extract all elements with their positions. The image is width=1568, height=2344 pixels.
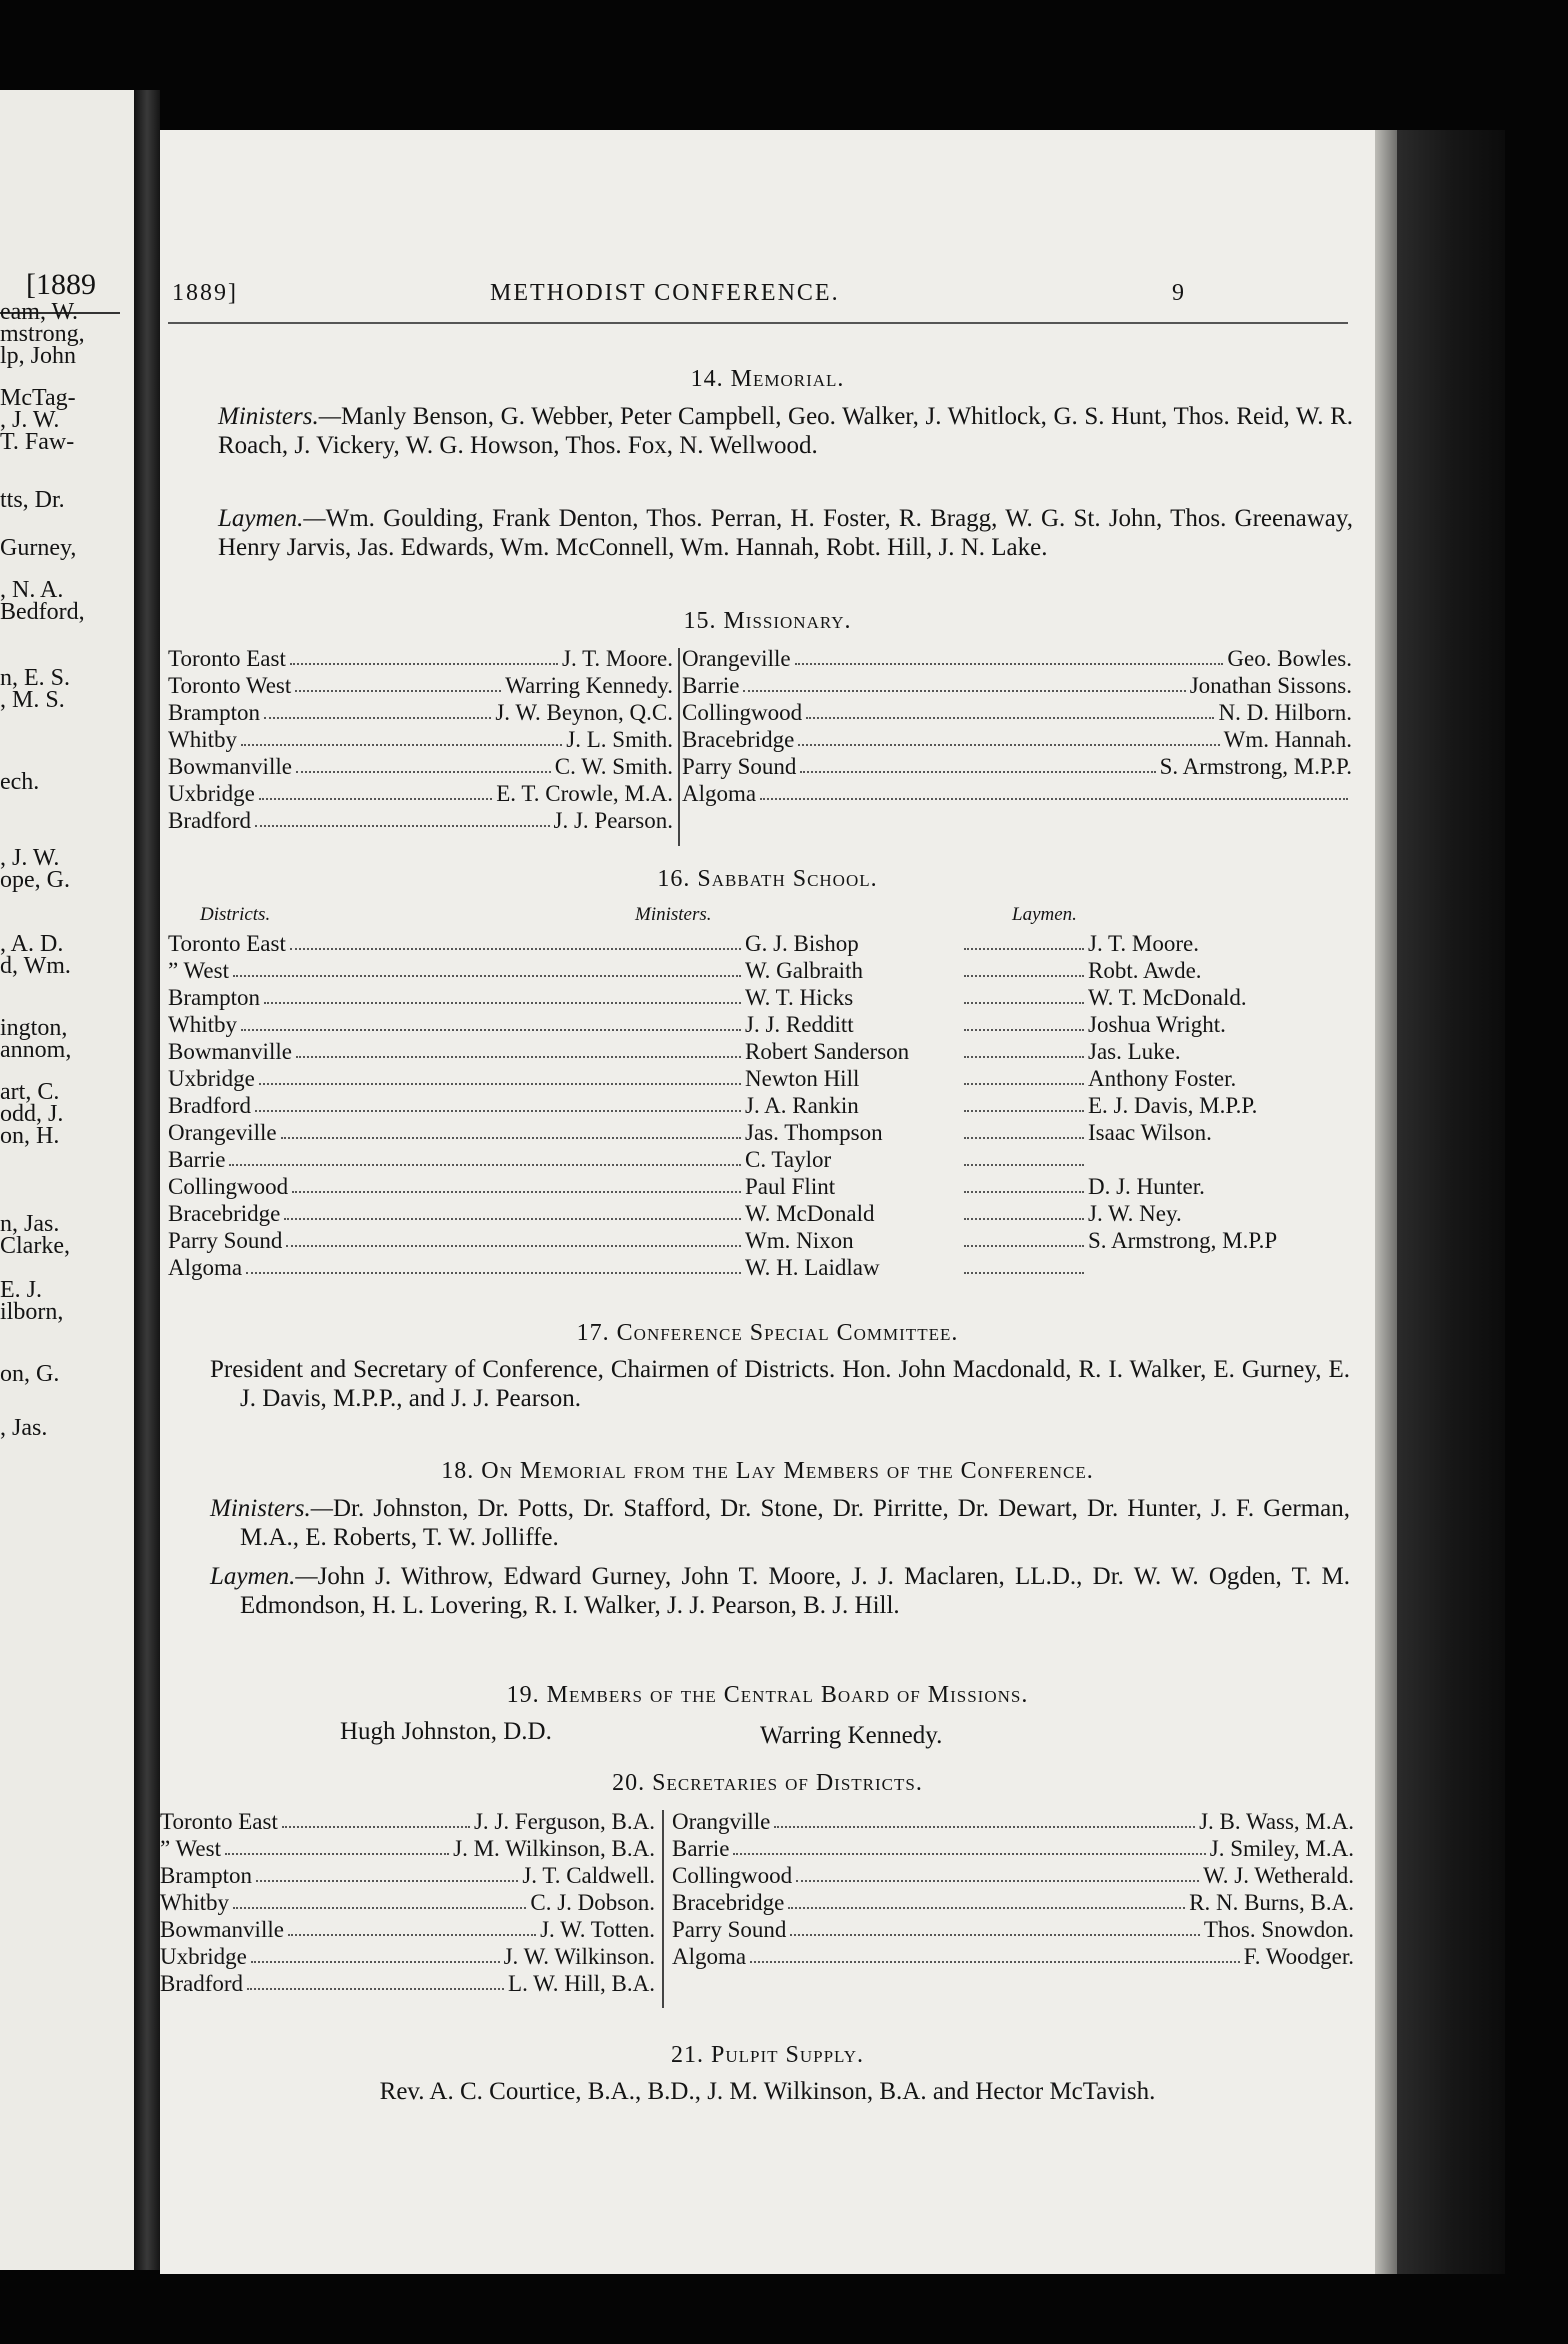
district-name: Collingwood [682, 700, 803, 725]
layman-name: Jas. Luke. [1088, 1039, 1181, 1064]
dot-leader [964, 930, 1084, 950]
column-laymen: Laymen. [1012, 904, 1077, 925]
district-name: Bradford [160, 1971, 244, 1996]
section-18-title: 18. On Memorial from the Lay Members of the Conference. [441, 1458, 1094, 1484]
district-name: Collingwood [168, 1174, 289, 1199]
layman-name: Anthony Foster. [1088, 1066, 1237, 1091]
list-row [682, 645, 1352, 672]
left-page-text-fragment: on, H. [0, 1123, 60, 1149]
list-row [168, 645, 673, 672]
book-page [160, 130, 1375, 2274]
district-name: Collingwood [672, 1863, 793, 1888]
person-name: S. Armstrong, M.P.P. [1159, 754, 1352, 779]
header-year: 1889] [172, 280, 238, 306]
left-page-text-fragment: eam, W. [0, 299, 78, 325]
left-page-text-fragment: odd, J. [0, 1101, 64, 1127]
dot-leader [251, 1943, 500, 1963]
left-page-fragment [0, 90, 134, 2270]
person-name: J. W. Totten. [540, 1917, 655, 1942]
list-row [160, 1916, 655, 1943]
dot-leader [229, 1146, 741, 1166]
dot-leader [259, 780, 492, 800]
district-name: Whitby [160, 1890, 229, 1915]
dot-leader [256, 1862, 518, 1882]
column-ministers: Ministers. [635, 904, 712, 925]
district-name: Toronto West [168, 673, 292, 698]
person-name: W. J. Wetherald. [1203, 1863, 1354, 1888]
person-name: J. M. Wilkinson, B.A. [453, 1836, 655, 1861]
dot-leader [760, 780, 1348, 800]
person-name: J. J. Ferguson, B.A. [473, 1809, 655, 1834]
district-name: Uxbridge [168, 1066, 255, 1091]
dot-leader [241, 726, 562, 746]
header-rule [168, 322, 1348, 324]
list-row [160, 1862, 655, 1889]
dot-leader [798, 726, 1219, 746]
left-page-text-fragment: ope, G. [0, 867, 70, 893]
section-15-right-list [682, 645, 1355, 807]
dot-leader [264, 984, 741, 1004]
layman-name [1088, 1146, 1358, 1173]
list-row [682, 753, 1352, 780]
left-page-text-fragment: tts, Dr. [0, 487, 65, 513]
district-name: Algoma [168, 1255, 243, 1280]
list-row [168, 807, 673, 834]
minister-name: W. H. Laidlaw [745, 1255, 880, 1280]
dot-leader [743, 672, 1185, 692]
district-name: Algoma [682, 781, 757, 806]
left-page-text-fragment: , J. W. [0, 845, 60, 871]
left-page-text-fragment: , N. A. [0, 577, 64, 603]
section-21-text: Rev. A. C. Courtice, B.A., B.D., J. M. Wilkinson, B.A. and Hector McTavish. [379, 2078, 1156, 2105]
dot-leader [964, 1119, 1084, 1139]
minister-name: Paul Flint [745, 1174, 836, 1199]
table-row [168, 1146, 1358, 1173]
dot-leader [964, 1146, 1084, 1166]
layman-name: Joshua Wright. [1088, 1012, 1226, 1037]
person-name: C. W. Smith. [554, 754, 673, 779]
dot-leader [964, 1038, 1084, 1058]
left-page-text-fragment: d, Wm. [0, 953, 71, 979]
dot-leader [290, 645, 558, 665]
left-page-text-fragment: , A. D. [0, 931, 64, 957]
dot-leader [282, 1808, 470, 1828]
list-row [682, 780, 1352, 807]
district-name: Parry Sound [672, 1917, 787, 1942]
page-edge [1375, 130, 1397, 2274]
district-name: Bowmanville [160, 1917, 284, 1942]
dot-leader [788, 1889, 1185, 1909]
person-name: J. T. Caldwell. [522, 1863, 655, 1888]
section-20-divider [662, 1810, 664, 2008]
district-name: Brampton [168, 700, 260, 725]
dot-leader [750, 1943, 1240, 1963]
left-page-text-fragment: on, G. [0, 1361, 60, 1387]
dot-leader [964, 984, 1084, 1004]
section-15-left-list [168, 645, 673, 834]
dot-leader [284, 1200, 741, 1220]
district-name: Toronto East [168, 646, 286, 671]
list-row [160, 1835, 655, 1862]
left-page-text-fragment: n, Jas. [0, 1211, 60, 1237]
list-row [672, 1943, 1354, 1970]
section-14-title: 14. Memorial. [690, 366, 845, 392]
dot-leader [964, 1092, 1084, 1112]
section-15-divider [678, 648, 680, 846]
person-name: C. J. Dobson. [530, 1890, 655, 1915]
person-name: Jonathan Sissons. [1189, 673, 1352, 698]
list-row [672, 1889, 1354, 1916]
section-19-member-1: Hugh Johnston, D.D. [340, 1718, 552, 1745]
district-name: Whitby [168, 1012, 237, 1037]
minister-name: J. A. Rankin [745, 1093, 859, 1118]
minister-name: Jas. Thompson [745, 1120, 883, 1145]
district-name: Uxbridge [168, 781, 255, 806]
left-page-text-fragment: ech. [0, 769, 40, 795]
table-row [168, 1227, 1358, 1254]
section-20-title: 20. Secretaries of Districts. [612, 1770, 923, 1796]
minister-name: Wm. Nixon [745, 1228, 854, 1253]
section-17-title: 17. Conference Special Committee. [576, 1320, 959, 1346]
table-row [168, 1092, 1358, 1119]
district-name: Whitby [168, 727, 237, 752]
left-page-text-fragment: E. J. [0, 1277, 42, 1303]
list-row [168, 699, 673, 726]
district-name: Brampton [168, 985, 260, 1010]
dot-leader [290, 930, 741, 950]
list-row [672, 1835, 1354, 1862]
list-row [160, 1943, 655, 1970]
table-row [168, 1038, 1358, 1065]
running-title: METHODIST CONFERENCE. [490, 280, 840, 306]
dot-leader [286, 1227, 741, 1247]
layman-name: S. Armstrong, M.P.P [1088, 1228, 1278, 1253]
dot-leader [964, 1227, 1084, 1247]
district-name: Bracebridge [682, 727, 795, 752]
dot-leader [800, 753, 1155, 773]
layman-name: E. J. Davis, M.P.P. [1088, 1093, 1258, 1118]
table-row [168, 1011, 1358, 1038]
dot-leader [733, 1835, 1205, 1855]
dot-leader [259, 1065, 741, 1085]
district-name: Bradford [168, 1093, 252, 1118]
district-name: Algoma [672, 1944, 747, 1969]
dot-leader [225, 1835, 449, 1855]
dot-leader [292, 1173, 741, 1193]
minister-name: C. Taylor [745, 1147, 832, 1172]
table-row [168, 930, 1358, 957]
district-name: Barrie [672, 1836, 730, 1861]
left-page-text-fragment: lp, John [0, 343, 77, 369]
dot-leader [246, 1254, 741, 1274]
minister-name: G. J. Bishop [745, 931, 859, 956]
layman-name [1088, 1254, 1358, 1281]
left-page-text-fragment: art, C. [0, 1079, 60, 1105]
section-20-left-list [160, 1808, 655, 1997]
left-page-text-fragment: , M. S. [0, 687, 65, 713]
dot-leader [796, 1862, 1199, 1882]
book-block-edge [1397, 130, 1505, 2274]
list-row [168, 726, 673, 753]
minister-name: Robert Sanderson [745, 1039, 910, 1064]
table-row [168, 1200, 1358, 1227]
dot-leader [255, 807, 549, 827]
dot-leader [255, 1092, 741, 1112]
list-row [168, 780, 673, 807]
left-page-header: [1889 [26, 268, 96, 301]
person-name: Wm. Hannah. [1223, 727, 1352, 752]
person-name: J. Smiley, M.A. [1209, 1836, 1354, 1861]
layman-name: J. T. Moore. [1088, 931, 1199, 956]
dot-leader [774, 1808, 1195, 1828]
district-name: Bowmanville [168, 754, 292, 779]
left-page-text-fragment: Bedford, [0, 599, 85, 625]
table-row [168, 957, 1358, 984]
person-name: R. N. Burns, B.A. [1189, 1890, 1354, 1915]
section-16-table [168, 930, 1358, 1281]
list-row [160, 1889, 655, 1916]
section-14-laymen: Laymen.—Wm. Goulding, Frank Denton, Thos. Perran, H. Foster, R. Bragg, W. G. St. John, Thos. Greenaway, Henry Jarvis, Jas. Edwards, Wm. McConnell, Wm. Hannah, Robt. Hill, J. N. Lake. [218, 505, 1353, 561]
person-name: J. B. Wass, M.A. [1199, 1809, 1354, 1834]
person-name: E. T. Crowle, M.A. [496, 781, 673, 806]
person-name: J. W. Wilkinson. [503, 1944, 655, 1969]
left-page-text-fragment: n, E. S. [0, 665, 71, 691]
dot-leader [288, 1916, 536, 1936]
person-name: L. W. Hill, B.A. [508, 1971, 655, 1996]
district-name: ” West [160, 1836, 221, 1861]
layman-name: Robt. Awde. [1088, 958, 1202, 983]
list-row [168, 753, 673, 780]
district-name: Orangeville [168, 1120, 277, 1145]
list-row [672, 1862, 1354, 1889]
list-row [160, 1808, 655, 1835]
dot-leader [964, 1011, 1084, 1031]
dot-leader [296, 753, 551, 773]
list-row [682, 699, 1352, 726]
dot-leader [295, 672, 501, 692]
minister-name: W. McDonald [745, 1201, 875, 1226]
left-page-text-fragment: , J. W. [0, 407, 60, 433]
district-name: Uxbridge [160, 1944, 247, 1969]
dot-leader [795, 645, 1224, 665]
dot-leader [233, 957, 741, 977]
district-name: Parry Sound [682, 754, 797, 779]
left-page-text-fragment: Clarke, [0, 1233, 70, 1259]
district-name: Toronto East [168, 931, 286, 956]
person-name: Thos. Snowdon. [1203, 1917, 1354, 1942]
district-name: Brampton [160, 1863, 252, 1888]
layman-name: D. J. Hunter. [1088, 1174, 1205, 1199]
dot-leader [296, 1038, 741, 1058]
dot-leader [964, 1254, 1084, 1274]
district-name: Bowmanville [168, 1039, 292, 1064]
district-name: Bradford [168, 808, 252, 833]
section-20-right-list [672, 1808, 1357, 1970]
section-16-title: 16. Sabbath School. [657, 866, 878, 892]
district-name: Toronto East [160, 1809, 278, 1834]
section-14-ministers: Ministers.—Manly Benson, G. Webber, Peter Campbell, Geo. Walker, J. Whitlock, G. S. Hunt, Thos. Reid, W. R. Roach, J. Vickery, W. G. Howson, Thos. Fox, N. Wellwood. [218, 403, 1353, 459]
dot-leader [806, 699, 1214, 719]
book-gutter [134, 90, 160, 2270]
left-page-text-fragment: , Jas. [0, 1415, 48, 1441]
section-21-title: 21. Pulpit Supply. [670, 2042, 864, 2068]
minister-name: W. Galbraith [745, 958, 863, 983]
layman-name: Isaac Wilson. [1088, 1120, 1212, 1145]
table-row [168, 1254, 1358, 1281]
district-name: Orangeville [682, 646, 791, 671]
list-row [160, 1970, 655, 1997]
district-name: Bracebridge [672, 1890, 785, 1915]
district-name: Orangville [672, 1809, 771, 1834]
person-name: J. J. Pearson. [553, 808, 673, 833]
dot-leader [964, 1173, 1084, 1193]
person-name: J. L. Smith. [566, 727, 673, 752]
dot-leader [281, 1119, 741, 1139]
district-name: Barrie [168, 1147, 226, 1172]
left-page-text-fragment: ilborn, [0, 1299, 64, 1325]
dot-leader [790, 1916, 1199, 1936]
dot-leader [964, 957, 1084, 977]
dot-leader [247, 1970, 504, 1990]
left-page-text-fragment: mstrong, [0, 321, 85, 347]
section-19-member-2: Warring Kennedy. [760, 1722, 943, 1749]
section-18-laymen: Laymen.—John J. Withrow, Edward Gurney, John T. Moore, J. J. Maclaren, LL.D., Dr. W. W. Ogden, T. M. Edmondson, H. L. Lovering, R. I. Walker, J. J. Pearson, B. J. Hill. [210, 1563, 1350, 1619]
layman-name: W. T. McDonald. [1088, 985, 1247, 1010]
section-15-title: 15. Missionary. [683, 608, 852, 634]
minister-name: W. T. Hicks [745, 985, 854, 1010]
district-name: Barrie [682, 673, 740, 698]
minister-name: J. J. Redditt [745, 1012, 854, 1037]
table-row [168, 984, 1358, 1011]
table-row [168, 1119, 1358, 1146]
left-page-text-fragment: T. Faw- [0, 429, 75, 455]
left-page-text-fragment: ington, [0, 1015, 68, 1041]
dot-leader [233, 1889, 526, 1909]
dot-leader [964, 1200, 1084, 1220]
list-row [682, 726, 1352, 753]
person-name: Geo. Bowles. [1227, 646, 1352, 671]
person-name: J. T. Moore. [562, 646, 673, 671]
dot-leader [241, 1011, 741, 1031]
table-row [168, 1173, 1358, 1200]
section-19-title: 19. Members of the Central Board of Missions. [506, 1682, 1029, 1708]
person-name: F. Woodger. [1243, 1944, 1354, 1969]
left-page-text-fragment: annom, [0, 1037, 72, 1063]
left-page-text-fragment: Gurney, [0, 535, 77, 561]
district-name: ” West [168, 958, 229, 983]
dot-leader [964, 1065, 1084, 1085]
person-name: N. D. Hilborn. [1218, 700, 1352, 725]
column-districts: Districts. [200, 904, 271, 925]
person-name: Warring Kennedy. [505, 673, 673, 698]
district-name: Bracebridge [168, 1201, 281, 1226]
dot-leader [264, 699, 491, 719]
list-row [168, 672, 673, 699]
district-name: Parry Sound [168, 1228, 283, 1253]
layman-name: J. W. Ney. [1088, 1201, 1182, 1226]
left-page-text-fragment: McTag- [0, 385, 76, 411]
minister-name: Newton Hill [745, 1066, 860, 1091]
section-17-text: President and Secretary of Conference, Chairmen of Districts. Hon. John Macdonald, R. I. Walker, E. Gurney, E. J. Davis, M.P.P., and J. J. Pearson. [210, 1356, 1350, 1412]
table-row [168, 1065, 1358, 1092]
list-row [672, 1808, 1354, 1835]
person-name: J. W. Beynon, Q.C. [495, 700, 673, 725]
page-number: 9 [1172, 280, 1186, 306]
list-row [672, 1916, 1354, 1943]
list-row [682, 672, 1352, 699]
section-18-ministers: Ministers.—Dr. Johnston, Dr. Potts, Dr. Stafford, Dr. Stone, Dr. Pirritte, Dr. Dewart, Dr. Hunter, J. F. German, M.A., E. Roberts, T. W. Jolliffe. [210, 1495, 1350, 1551]
